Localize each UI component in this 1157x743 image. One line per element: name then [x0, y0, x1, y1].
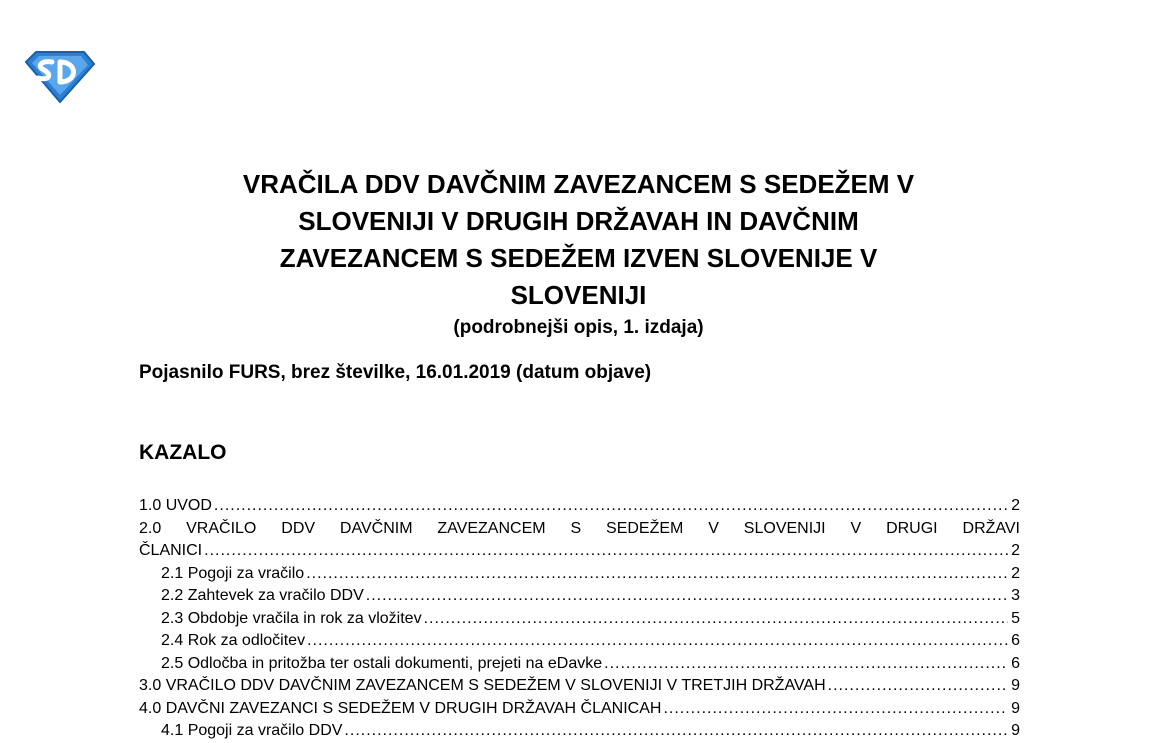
title-line-2: SLOVENIJI V DRUGIH DRŽAVAH IN DAVČNIM	[298, 206, 859, 236]
toc-entry-text: 2.4 Rok za odločitev	[161, 632, 306, 649]
toc-entry-page: 9	[1011, 677, 1020, 694]
toc-dot-leader	[306, 563, 1008, 586]
toc-entry-1[interactable]	[139, 495, 1020, 518]
title-line-4: SLOVENIJI	[510, 280, 647, 310]
toc-dot-leader	[204, 540, 1008, 563]
toc-entry-page: 3	[1011, 587, 1020, 604]
toc-dot-leader	[828, 675, 1008, 698]
toc-entry-page: 2	[1011, 564, 1020, 582]
toc-entry-2-5[interactable]	[139, 653, 1020, 676]
toc-entry-page: 9	[1011, 699, 1020, 717]
toc-entry-text: ČLANICI	[139, 542, 203, 559]
document-source: Pojasnilo FURS, brez številke, 16.01.2019 (datum objave)	[139, 362, 652, 383]
toc-entry-page: 2	[1011, 542, 1020, 559]
toc-entry-2[interactable]	[139, 540, 1020, 563]
toc-entry-4[interactable]	[139, 698, 1020, 721]
toc-entry-text: 2.3 Obdobje vračila in rok za vložitev	[161, 609, 422, 627]
toc-entry-2-1[interactable]	[139, 563, 1020, 586]
toc-entry-page: 2	[1011, 497, 1020, 514]
toc-dot-leader	[307, 630, 1008, 653]
toc-entry-3[interactable]	[139, 675, 1020, 698]
document-title	[150, 166, 1007, 340]
toc-entry-text: 2.2 Zahtevek za vračilo DDV	[161, 587, 364, 604]
toc-entry-page: 5	[1011, 609, 1020, 627]
toc-entry-page: 6	[1011, 632, 1020, 649]
toc-entry-2-2[interactable]	[139, 585, 1020, 608]
toc-heading: KAZALO	[139, 441, 227, 464]
toc-dot-leader	[424, 608, 1008, 631]
toc-entry-text: 2.5 Odločba in pritožba ter ostali dokumenti, prejeti na eDavke	[161, 654, 603, 672]
toc-entry-page: 6	[1011, 654, 1020, 672]
toc-dot-leader	[344, 720, 1008, 743]
company-logo	[22, 48, 96, 104]
toc-entry-text: 2.1 Pogoji za vračilo	[161, 564, 305, 582]
toc-entry-text: 4.1 Pogoji za vračilo DDV	[161, 722, 343, 739]
document-subtitle: (podrobnejši opis, 1. izdaja)	[453, 317, 704, 338]
toc-entry-text: 4.0 DAVČNI ZAVEZANCI S SEDEŽEM V DRUGIH DRŽAVAH ČLANICAH	[139, 699, 662, 717]
title-line-1: VRAČILA DDV DAVČNIM ZAVEZANCEM S SEDEŽEM V	[242, 169, 915, 199]
toc-entry-2-4[interactable]	[139, 630, 1020, 653]
toc-entry-text: 3.0 VRAČILO DDV DAVČNIM ZAVEZANCEM S SEDEŽEM V SLOVENIJI V TRETJIH DRŽAVAH	[139, 677, 826, 694]
toc-entry-2-3[interactable]	[139, 608, 1020, 631]
toc-dot-leader	[366, 585, 1008, 608]
toc-entry-2-first-line[interactable]: 2.0 VRAČILO DDV DAVČNIM ZAVEZANCEM S SEDEŽEM V SLOVENIJI V DRUGI DRŽAVI	[139, 519, 1020, 537]
toc-dot-leader	[214, 495, 1008, 518]
toc-entry-text: 1.0 UVOD	[139, 497, 212, 514]
toc-dot-leader	[663, 698, 1008, 721]
toc-entry-page: 9	[1011, 722, 1020, 739]
toc-dot-leader	[604, 653, 1008, 676]
toc-entry-4-1[interactable]	[139, 720, 1020, 743]
table-of-contents	[139, 495, 1020, 743]
sd-logo-icon	[22, 48, 96, 104]
title-line-3: ZAVEZANCEM S SEDEŽEM IZVEN SLOVENIJE V	[279, 243, 878, 273]
